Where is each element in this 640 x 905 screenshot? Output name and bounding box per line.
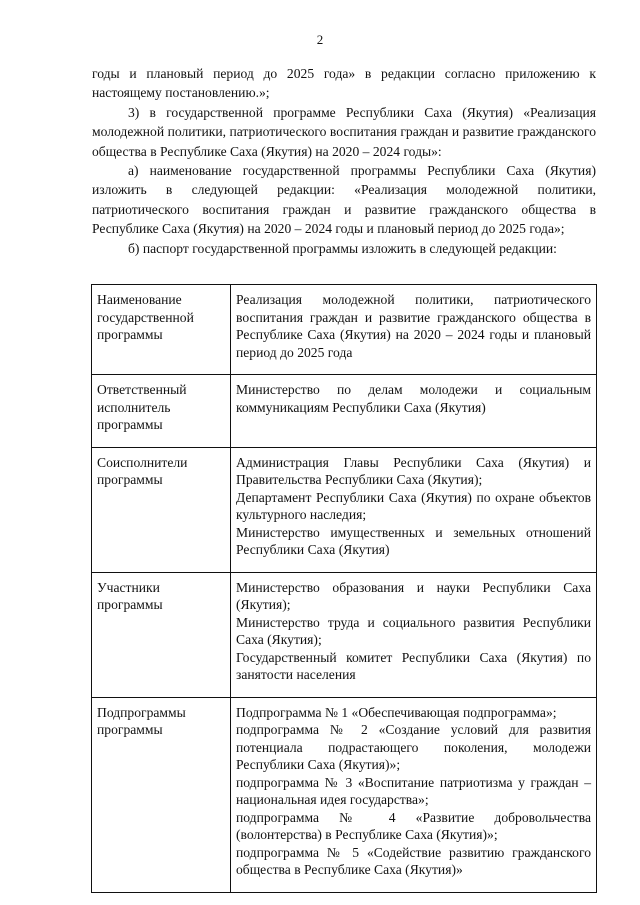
value-line: Подпрограмма № 1 «Обеспечивающая подпрограмма»;	[236, 704, 557, 720]
value-line: Министерство труда и социального развития Республики Саха (Якутия);	[236, 614, 591, 647]
program-passport-table	[91, 284, 597, 893]
value-line: подпрограмма № 5 «Содействие развитию гражданского общества в Республике Саха (Якутия)»	[236, 844, 591, 877]
value-line: подпрограмма № 3 «Воспитание патриотизма у граждан – национальная идея государства»;	[236, 774, 591, 807]
row-value	[231, 285, 597, 375]
row-label: Ответственный исполнитель программы	[92, 375, 231, 448]
row-value	[231, 447, 597, 572]
row-label: Наименование государственной программы	[92, 285, 231, 375]
document-body	[92, 64, 596, 258]
page-number: 2	[316, 32, 324, 47]
table-row	[92, 375, 597, 448]
value-line: Реализация молодежной политики, патриотического воспитания граждан и развитие гражданского общества в Республике Саха (Якутия) на 2020 – 2024 годы и плановый период до 2025 года	[236, 292, 591, 360]
value-line: подпрограмма № 4 «Развитие добровольчества (волонтерства) в Республике Саха (Якутия)»;	[236, 809, 591, 842]
table-row	[92, 697, 597, 892]
table-row	[92, 285, 597, 375]
value-line: подпрограмма № 2 «Создание условий для развития потенциала подрастающего поколения, молодежи Республики Саха (Якутия)»;	[236, 722, 591, 772]
row-value	[231, 375, 597, 448]
table-row	[92, 447, 597, 572]
paragraph-item-3: 3) в государственной программе Республики Саха (Якутия) «Реализация молодежной политики, патриотического воспитания граждан и развитие гражданского общества в Республике Саха (Якутия) на 2020 – 2024 годы»:	[92, 104, 596, 159]
row-label: Соисполнители программы	[92, 447, 231, 572]
row-value	[231, 572, 597, 697]
value-line: Министерство образования и науки Республики Саха (Якутия);	[236, 579, 591, 612]
paragraph-continuation: годы и плановый период до 2025 года» в редакции согласно приложению к настоящему постановлению.»;	[92, 66, 596, 101]
value-line: Государственный комитет Республики Саха (Якутия) по занятости населения	[236, 649, 591, 682]
paragraph-item-b: б) паспорт государственной программы изложить в следующей редакции:	[128, 240, 557, 256]
row-value	[231, 697, 597, 892]
value-line: Администрация Главы Республики Саха (Якутия) и Правительства Республики Саха (Якутия);	[236, 454, 591, 487]
row-label: Участники программы	[92, 572, 231, 697]
value-line: Министерство имущественных и земельных отношений Республики Саха (Якутия)	[236, 524, 591, 557]
table-row	[92, 572, 597, 697]
value-line: Департамент Республики Саха (Якутия) по охране объектов культурного наследия;	[236, 489, 591, 522]
row-label: Подпрограммы программы	[92, 697, 231, 892]
paragraph-item-a: а) наименование государственной программы Республики Саха (Якутия) изложить в следующей редакции: «Реализация молодежной политики, патриотического воспитания граждан и развитие гражданского общества в Республике Саха (Якутия) на 2020 – 2024 годы и плановый период до 2025 года»;	[92, 163, 596, 237]
value-line: Министерство по делам молодежи и социальным коммуникациям Республики Саха (Якутия)	[236, 382, 591, 415]
